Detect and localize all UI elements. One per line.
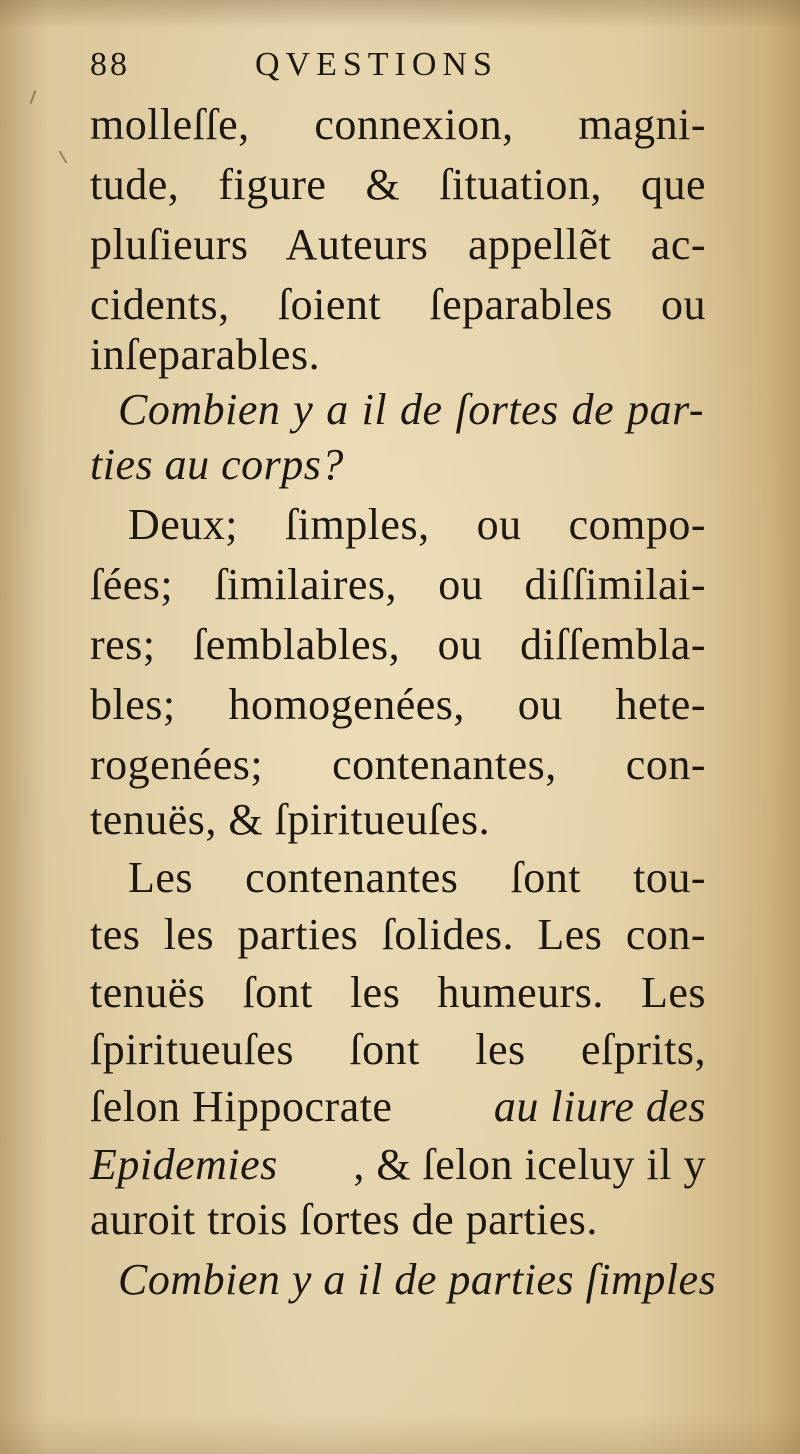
text-line: pluſieurs Auteurs appellẽt ac-: [90, 220, 706, 269]
text-line: res; ſemblables, ou diſſembla-: [90, 620, 706, 669]
running-title: QVESTIONS: [255, 46, 498, 83]
italic-reference: au liure des: [493, 1082, 706, 1131]
text-line: cidents, ſoient ſeparables ou: [90, 280, 706, 329]
text-line: auroit trois ſortes de parties.: [90, 1195, 598, 1244]
text-line: ſées; ſimilaires, ou diſſimilai-: [90, 560, 706, 609]
italic-reference: Epidemies: [90, 1140, 278, 1189]
text-line: tenuës, & ſpiritueuſes.: [90, 795, 491, 844]
ink-speck: [30, 90, 37, 104]
text-line: bles; homogenées, ou hete-: [90, 680, 706, 729]
text-line: rogenées; contenantes, con-: [90, 740, 706, 789]
text-line: Deux; ſimples, ou compo-: [128, 500, 706, 549]
text-line: tes les parties ſolides. Les con-: [90, 910, 706, 959]
page-header: [90, 40, 550, 90]
text-line: molleſſe, connexion, magni-: [90, 100, 706, 149]
text-line: inſeparables.: [90, 330, 321, 379]
text-span: , & ſelon iceluy il y: [353, 1140, 706, 1189]
text-line: [90, 1135, 706, 1195]
question-heading: Combien y a il de ſortes de par-: [118, 385, 704, 434]
page-bottom-shadow: [0, 1414, 800, 1454]
page-top-shadow: [0, 0, 800, 30]
text-line: tude, figure & ſituation, que: [90, 160, 706, 209]
text-line: [90, 1077, 706, 1137]
question-heading: ties au corps?: [90, 440, 344, 489]
page-number: 88: [90, 46, 130, 83]
text-line: ſpiritueuſes ſont les eſprits,: [90, 1025, 706, 1074]
question-heading: Combien y a il de parties ſimples: [118, 1255, 717, 1304]
text-line: Les contenantes ſont tou-: [128, 853, 706, 902]
text-span: ſelon Hippocrate: [90, 1082, 393, 1131]
text-line: tenuës ſont les humeurs. Les: [90, 968, 706, 1017]
ink-speck: [59, 150, 68, 163]
